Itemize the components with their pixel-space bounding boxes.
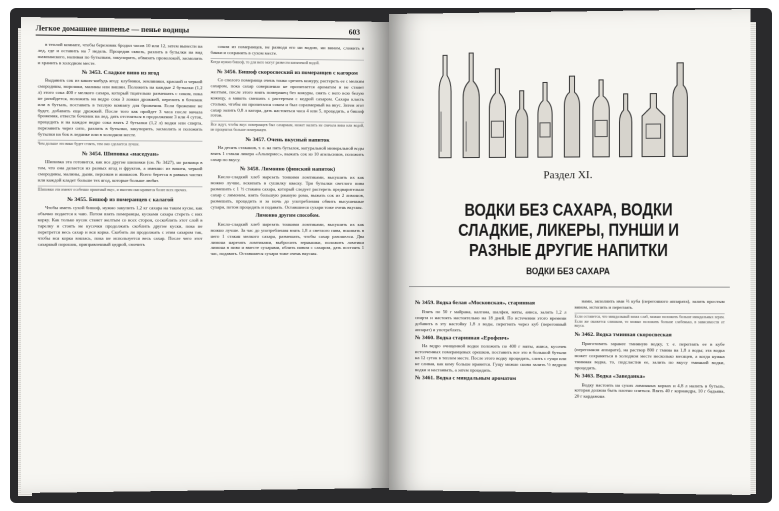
recipe-title-3457: № 3457. Очень вкусный напиток xyxy=(245,136,330,144)
bottle-icon xyxy=(642,93,665,156)
left-column-1 xyxy=(38,42,203,249)
recipe-title-3458: № 3458. Лимонно (финский напиток) xyxy=(239,166,336,173)
bottle-icon xyxy=(489,69,505,158)
paragraph: Чтобы иметь сухой бишоф, нужно закупить 1,2 кг сахара на таком куске, как обычно подается к чаю. Потом взять померанцы, кусками сахара стереть с них корку. Как только кусок станет желтым со всех сторон, соскоблить этот слой в тарелку и стоять не кусочки продолжать скоблить другие куски, пока не перетрется весь сахар и вся корка. Скобить ли продолжать с этим сахаром так, чтобы вся корка взялась, пока не используется весь сахар. После чего этот сахарный порошок, приправленный цедрой, смочить xyxy=(37,205,203,247)
page-number: 603 xyxy=(348,27,361,37)
paragraph: Кисло-сладкий хлеб нарезать тонкими ломтиками, высушить их как можно лучше, вскипать в сушилку кваску. Три бутылки светлого пива размешать с 1 ½ стакана сахара, который следует растереть предварительно сахар с лимоном, взять большую ржаную рома, выжать сок из 2 лимонов, размешать, процедить и за ночь до употребления обвить высушенные сухари, потом процедить и подавать. Оставшиеся сухари тоже очень вкусны. xyxy=(210,174,365,210)
bottle-icon xyxy=(463,53,479,158)
footnote: Когда нужно бишоф, то для него могут развести кипяченой водой. xyxy=(211,58,364,67)
paragraph: в теплой комнате, чтобы березовик бродил часов 10 или 12, затем вынести на лед, где и оставить на 7 недель. Процедив сквозь, разлить в бутылки на вид шампанского, наливая по бутылкам, закупорить, обвязать проволокой, засмолить и хранить в холодном месте. xyxy=(37,41,203,66)
paragraph: Со спелого померанца очень тонко срезать кожуру, растереть ее с мелким сахаром, пока сахар совершенно не пропитается ароматом и не станет желтым, после этого взять померанец без кожуры, снять с него всю белую кожицу, а мякоть смешать с растертым с кедрой сахаром. Сахара класть столько, чтобы он пропитался соком и был соразмерный на вкус. Затем этот сахар залить 0,8 л кагора, дать настояться часа 4 или 5, процедить, а бишоф готов. xyxy=(210,77,365,119)
right-column-2 xyxy=(575,298,725,402)
bottles-illustration xyxy=(433,48,696,159)
footnote: Если останется, что миндальный запах слаб, можно положить больше миндальных зерен. Если же окажется слишком, то можно положить больше слабенько, в зависимости от вкуса. xyxy=(575,312,725,329)
recipe-title-3453: № 3453. Сладкое вино из ягод xyxy=(81,69,160,77)
bottle-icon xyxy=(673,63,687,157)
bottle-icon xyxy=(619,94,631,157)
paragraph: На ведро очищенной водки положить по 400 г мяты, аниса, кусочек истолченных померанцевых орешков, поставить все это в большой бутыли на 12 суток в теплом месте. После этого водку процедить, слить с гущи или не сливая, как кому больше нравится. Гущу можно снова залить ½ ведром водки и настаивать, а затем процедить. xyxy=(414,343,567,373)
bottle-icon xyxy=(564,76,579,157)
bottle-icon xyxy=(538,82,552,157)
right-page xyxy=(389,9,751,495)
recipe-title-3461: № 3461. Водка с миндальным ароматом xyxy=(414,375,517,382)
section-label: Раздел XI. xyxy=(543,169,593,182)
paragraph: Водку настоить на сухих лимонных корках и 4,8 л налить в бутыль, которая должна быть плотно спиться. Взять 40 г кориандра, 10 г бадьяна, 20 г кардамона. xyxy=(574,381,725,400)
running-head xyxy=(36,23,360,39)
footnote: Все ждут, чтобы вкус померанцев был сахарным, может налить не сначала вина или водой, не процентах больше померанцев. xyxy=(211,121,364,134)
recipe-title-3454: № 3454. Шиповка «наседуан» xyxy=(81,151,159,158)
divider xyxy=(409,286,730,288)
footnote: Шиповки эти имеют особенно приятный вкус, и многим они нравятся более всех прочих. xyxy=(38,186,203,194)
recipe-title-3460: № 3460. Водка старинная «Ерофеич» xyxy=(414,334,510,342)
recipe-title-3459: № 3459. Водка белая «Московская», старинная xyxy=(414,300,535,307)
bottle-icon xyxy=(439,55,451,157)
bottle-icon xyxy=(593,80,609,157)
paragraph: Выдавить сок из каких-нибудь ягод: клубники, земляники, красной и черной смородины, морошки, малины или вишни. Положить на каждые 2 бутылки (1,2 л) этого сока 400 г мелкого сахара, который тщательно размешать с соком, пока не разойдется, положить на ведро сока 3 ложки дрожжей, перелить в бочонок или в бутыль, поставить в теплую комнату для брожения. Если брожение не будет, добавить еще дрожжей. После того как пройдет 3 часа после начала брожения, отвести бочонок на лед, дать отстояться в продолжение 3 или 4 суток, процедить и на каждое ведро сока взять 2 бутылки (1,2 л) водки или спирта, перезавить через сито, разлить в бутылки, закупорить, засмолить и положить бутылки на бок в леднике или в холодном месте. xyxy=(37,77,203,138)
chapter-subtitle: ВОДКИ БЕЗ САХАРА xyxy=(526,266,610,278)
right-column-1 xyxy=(415,298,566,385)
recipe-title-3455: № 3455. Бишоф из померанцев с калагой xyxy=(67,196,174,204)
variant-title: Лимонно другим способом. xyxy=(255,212,320,219)
paragraph: соком из померанцев, не разводя его ни водою, ни вином, сложить в банки и сохранить в сухом месте. xyxy=(210,43,365,56)
paragraph: Кисло-сладкий хлеб нарезать тонкими ломтиками, высушить их как можно лучше. За час до употребления взять 1,8 л светлого пива, вскипать в него 1 стакан мелкого сахара, размешать, чтобы сахар разошелся. Два лимона нарезать ломтиками, выбросить зернышки, положить ломтики лимона в пиво и вместе сухарями, облить пивом с сахаром, дать постоять 1 час, подавать. Оставшиеся сухари тоже очень вкусны. xyxy=(210,221,365,257)
footnote: Чем дольше это вино будет стоять, тем оно сделается лучше. xyxy=(38,140,203,148)
recipe-title-3462: № 3462. Водка тминная скоросвеская xyxy=(574,332,672,339)
paragraph: Шиповка эта готовится, как все другие шиповки (см. № 3427), но разница в том, что она делается из разных ягод и фруктов, а именно: из вишен, черной смородины, малины, дыни, персиков и ананасов. Всего берется в равных частях или каждой кладет больше тех ягод, которые больше любят. xyxy=(37,159,203,184)
paragraph: Приготовить заранее тминную водку, т. е. перегнать ее в кубе (перегонном аппарате), на раствор 800 г тмина на 1,8 л воды; эта водка может сохраняться в холодном месте несколько месяцев, а когда нужна тминная водка, то, подсластив ее, залить по вкусу тминной водки, процедить. xyxy=(574,341,725,371)
paragraph: нами, заполнить ими ⅔ куба (перегонного аппарата), залить простым вином, истопить и перегнать. xyxy=(574,298,725,310)
bottle-icon xyxy=(516,91,528,158)
chapter-title: ВОДКИ БЕЗ САХАРА, ВОДКИ СЛАДКИЕ, ЛИКЕРЫ, ПУНШИ И РАЗНЫЕ ДРУГИЕ НАПИТКИ xyxy=(458,199,680,261)
paragraph: На десять стаканов, т. е. на пять бутылок, натуральной минеральной воды взять 1 стакан ликера «Альпермес», выжать сок из 10 апельсинов, положить сахар по вкусу. xyxy=(210,145,365,163)
recipe-title-3456: № 3456. Бишоф скоросвеский из померанцев с кагором xyxy=(216,68,358,77)
left-column-2 xyxy=(211,44,364,258)
running-head-title: Легкое домашнее шипенье — пенье водицы xyxy=(35,23,190,35)
paragraph: Взять по 50 г майрана, калгана, шалфея, мяты, аниса, залить 1,2 л спирта и настоять настоятельно на 18 дней. По истечении этого времени добавить в эту настойку 1,8 л воды, перегнать через куб (перегонный аппарат) и употреблять. xyxy=(414,309,567,332)
left-page xyxy=(21,17,390,493)
recipe-title-3463: № 3463. Водка «Заведанка» xyxy=(574,372,646,380)
